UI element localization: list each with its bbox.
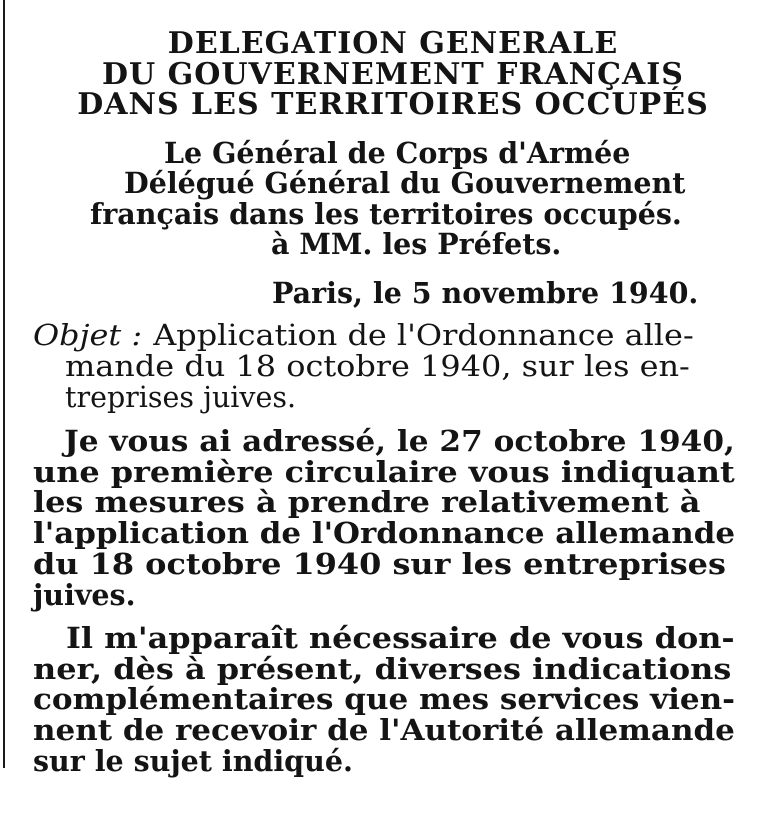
paragraph-2-line-2: ner, dès à présent, diverses indications [33,652,732,686]
subject-label: Objet : [33,319,143,352]
paragraph-1-line-1: Je vous ai adressé, le 27 octobre 1940, [64,424,735,458]
subject-text-1: Application de l'Ordonnance alle- [153,319,694,352]
paragraph-2-line-4: nent de recevoir de l'Autorité allemande [33,713,735,747]
letterhead-line-1: DELEGATION GENERALE [167,26,619,61]
paragraph-1-line-6: juives. [33,578,136,612]
sender-line-2: Délégué Général du Gouvernement [124,166,686,200]
sender-line-1: Le Général de Corps d'Armée [164,136,631,170]
paragraph-1-line-2: une première circulaire vous indiquant [33,455,735,489]
paragraph-2-line-1: Il m'apparaît nécessaire de vous don- [66,621,735,655]
letterhead-line-2: DU GOUVERNEMENT FRANÇAIS [102,57,684,92]
sender-line-3: français dans les territoires occupés. [90,197,682,231]
letterhead-line-3: DANS LES TERRITOIRES OCCUPÉS [77,87,709,122]
paragraph-1-line-4: l'application de l'Ordonnance allemande [33,516,736,550]
paragraph-1-line-3: les mesures à prendre relativement à [33,485,701,519]
recipient-line: à MM. les Préfets. [271,227,562,261]
left-margin-rule [3,0,5,768]
subject-line-1 [33,320,694,351]
subject-line-3: treprises juives. [65,381,297,414]
paragraph-1-line-5: du 18 octobre 1940 sur les entreprises [33,547,726,581]
dateline: Paris, le 5 novembre 1940. [272,276,699,310]
paragraph-2-line-3: complémentaires que mes services vien- [33,682,736,716]
subject-line-2: mande du 18 octobre 1940, sur les en- [65,350,690,383]
paragraph-2-line-5: sur le sujet indiqué. [33,744,353,778]
